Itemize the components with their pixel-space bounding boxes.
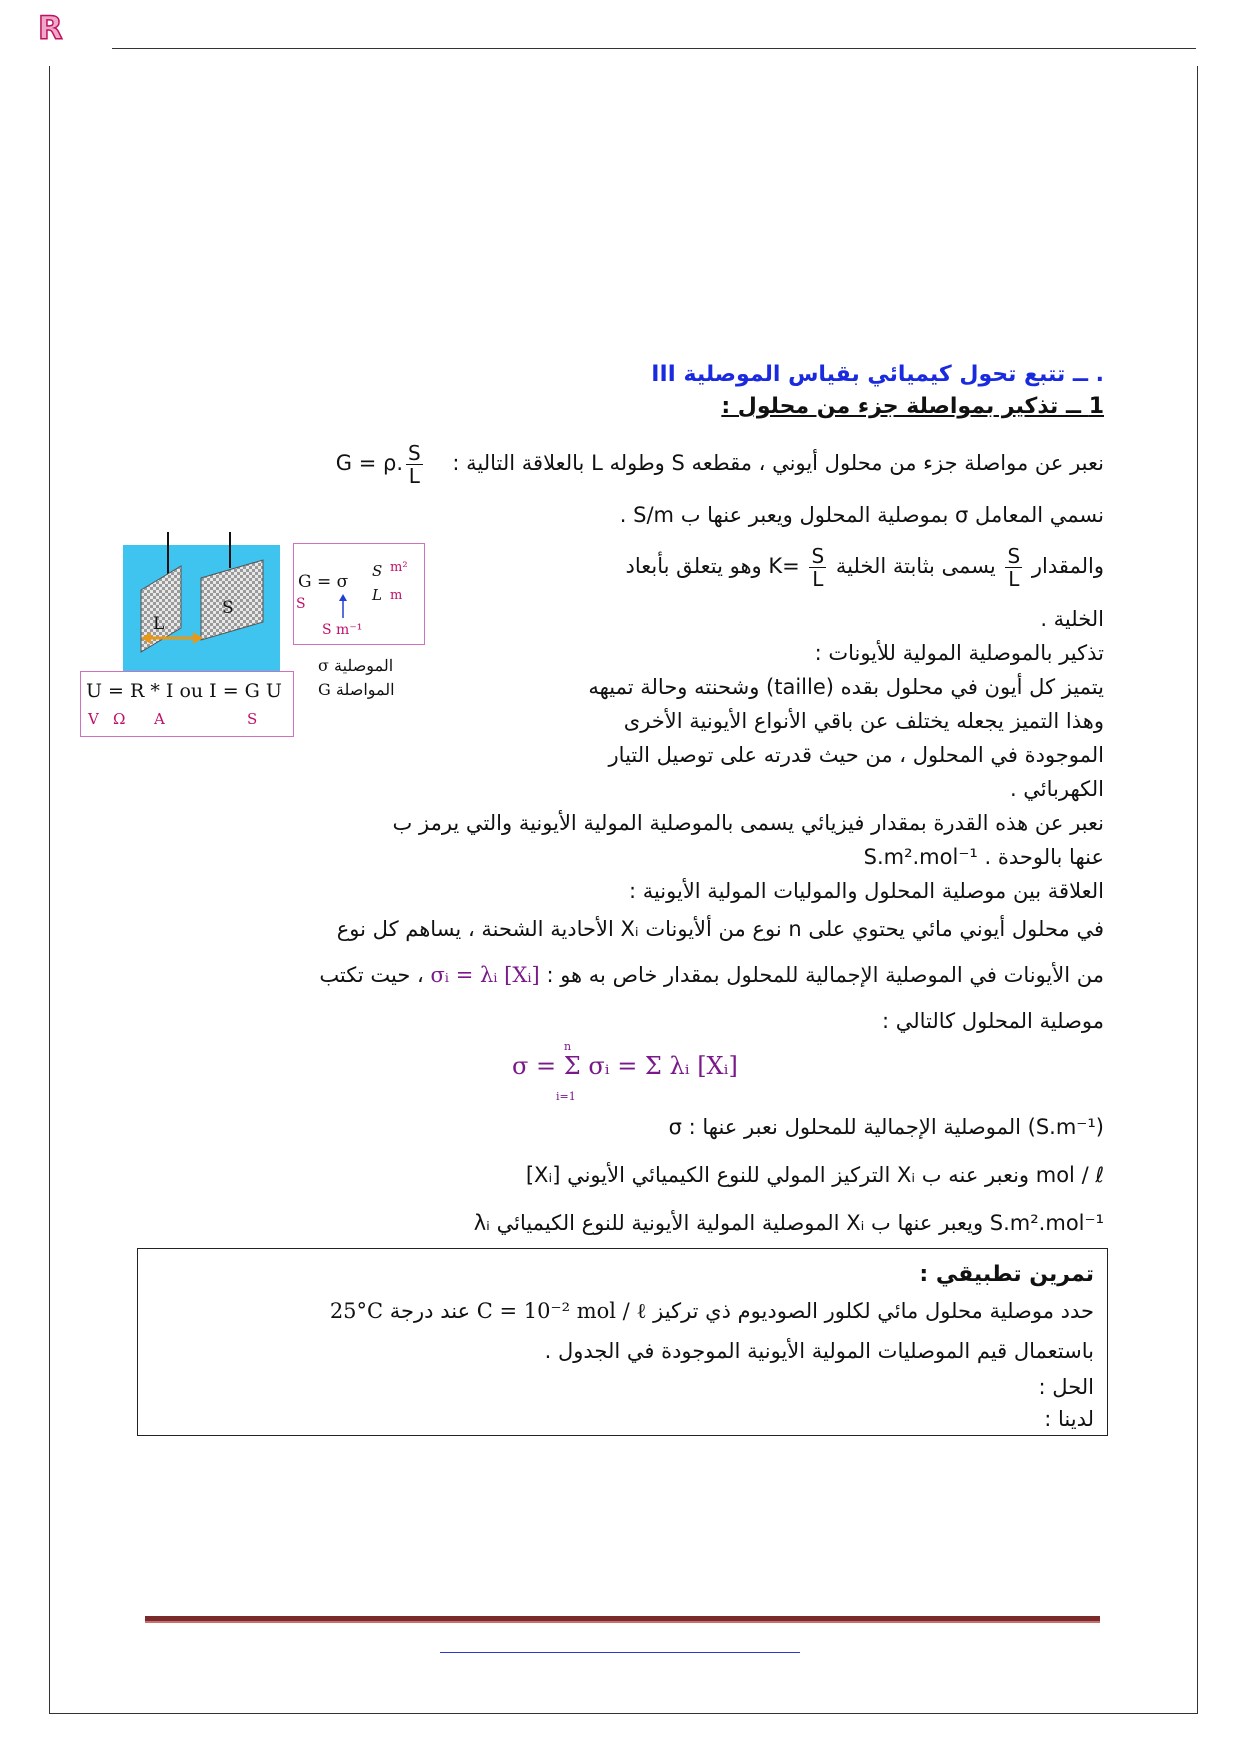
box2-formula: U = R * I ou I = G U: [86, 680, 282, 702]
temperature: 25°C: [329, 1299, 384, 1323]
subsection-title: 1 ــ تذكير بمواصلة جزء من محلول :: [721, 394, 1104, 419]
exercise-line1: [330, 1294, 1094, 1328]
p5-line1: نعبر عن هذه القدرة بمقدار فيزيائي يسمى بالموصلية المولية الأيونية والتي يرمز ب: [392, 811, 1104, 835]
p3-d: الخلية .: [1040, 607, 1104, 631]
p4-line3: الموجودة في المحلول ، من حيث قدرته على توصيل التيار: [608, 743, 1104, 767]
exercise-line2: باستعمال قيم الموصليات المولية الأيونية الموجودة في الجدول .: [544, 1339, 1094, 1363]
box1-S: S: [296, 596, 306, 612]
p4-line4: الكهربائي .: [1009, 777, 1104, 801]
p3-k: K=: [768, 554, 800, 578]
p6-line2: [319, 958, 1104, 992]
p4-title: تذكير بالموصلية المولية للأيونات :: [814, 641, 1104, 665]
footer-link-line: [440, 1652, 800, 1653]
sigma-i-formula: σᵢ = λᵢ [Xᵢ]: [430, 963, 540, 987]
molar-unit: S.m².mol⁻¹ .: [863, 845, 992, 869]
p3-c: وهو يتعلق بأبعاد: [625, 554, 762, 578]
sum-expression: σ = Σ σᵢ = Σ λᵢ [Xᵢ]: [512, 1052, 738, 1080]
paragraph-conductance: [336, 435, 1104, 491]
frac-num: S: [811, 543, 825, 568]
p3-a: والمقدار: [1031, 554, 1104, 578]
conductance-formula: [335, 440, 426, 488]
p6-l2-a: من الأيونات في الموصلية الإجمالية للمحلول بمقدار خاص به هو :: [546, 963, 1104, 987]
logo: R: [38, 9, 63, 47]
p6-line1: في محلول أيوني مائي يحتوي على n نوع من ألأيونات Xᵢ الأحادية الشحنة ، يساهم كل نوع: [336, 917, 1104, 941]
exercise-line4: لدينا :: [1044, 1407, 1094, 1431]
plate-label-L: L: [153, 614, 165, 634]
unit-A: A: [154, 710, 165, 728]
sum-bottom: i=1: [556, 1090, 576, 1103]
p6-l2-b: ، حيت تكتب: [319, 963, 424, 987]
definition-concentration: [Xᵢ] التركيز المولي للنوع الكيميائي الأيوني Xᵢ ونعبر عنه ب mol / ℓ: [525, 1163, 1104, 1187]
legend-sigma: σ الموصلية: [318, 656, 394, 675]
cell-diagram: [123, 530, 283, 675]
formula-prefix: G = ρ.: [335, 451, 404, 475]
unit-V: V: [88, 710, 99, 728]
box1-unit-bottom: m: [390, 588, 403, 603]
concentration-formula: C = 10⁻² mol / ℓ: [476, 1299, 647, 1323]
frac-den: L: [812, 566, 824, 591]
frac-num: S: [408, 440, 421, 465]
box1-sm: S m⁻¹: [322, 622, 363, 638]
definition-sigma: σ : الموصلية الإجمالية للمحلول نعبر عنها (S.m⁻¹): [668, 1115, 1104, 1139]
ex-l1-b: عند درجة: [389, 1299, 471, 1323]
exercise-title: تمرين تطبيقي :: [919, 1262, 1094, 1287]
p5-line2: [864, 840, 1104, 874]
sum-top: n: [564, 1040, 572, 1053]
section-title: III ــ تتبع تحول كيميائي بقياس الموصلية .: [651, 362, 1104, 387]
p4-line2: وهذا التميز يجعله يختلف عن باقي الأنواع الأيونية الأخرى: [623, 709, 1104, 733]
paragraph-cell-constant: [626, 538, 1104, 594]
unit-ohm: Ω: [113, 710, 126, 728]
paragraph-sigma: نسمي المعامل σ بموصلية المحلول ويعبر عنها ب S/m .: [619, 503, 1104, 527]
footer-rule: [145, 1616, 1100, 1623]
header-rule: [112, 48, 1196, 49]
plate-label-S: S: [222, 598, 234, 618]
sum-formula: [512, 1040, 772, 1103]
unit-S: S: [247, 710, 258, 728]
exercise-line3: الحل :: [1038, 1375, 1094, 1399]
frac-den: L: [408, 463, 420, 488]
legend-G: G المواصلة: [318, 680, 395, 699]
box1-unit-top: m²: [390, 560, 408, 575]
frac-den: L: [1008, 566, 1020, 591]
p3-b: يسمى بثابتة الخلية: [835, 554, 996, 578]
box1-frac-num: S: [372, 562, 383, 580]
p5-l2-text: عنها بالوحدة: [997, 845, 1104, 869]
p6-title: العلاقة بين موصلية المحلول والموليات المولية الأيونية :: [628, 879, 1104, 903]
definition-lambda: λᵢ الموصلية المولية الأيونية للنوع الكيميائي Xᵢ ويعبر عنها ب S.m².mol⁻¹: [473, 1211, 1104, 1235]
p4-line1: يتميز كل أيون في محلول بقده (taille) وشحنته وحالة تميهه: [588, 675, 1104, 699]
box1-formula: G = σ: [298, 572, 349, 592]
p6-line3: موصلية المحلول كالتالي :: [882, 1009, 1104, 1033]
box1-frac-den: L: [372, 586, 382, 604]
frac-num: S: [1007, 543, 1021, 568]
p1-text: نعبر عن مواصلة جزء من محلول أيوني ، مقطعه S وطوله L بالعلاقة التالية :: [452, 451, 1104, 475]
up-arrow-icon: [338, 594, 348, 618]
ex-l1-a: حدد موصلية محلول مائي لكلور الصوديوم ذي تركيز: [653, 1299, 1094, 1323]
